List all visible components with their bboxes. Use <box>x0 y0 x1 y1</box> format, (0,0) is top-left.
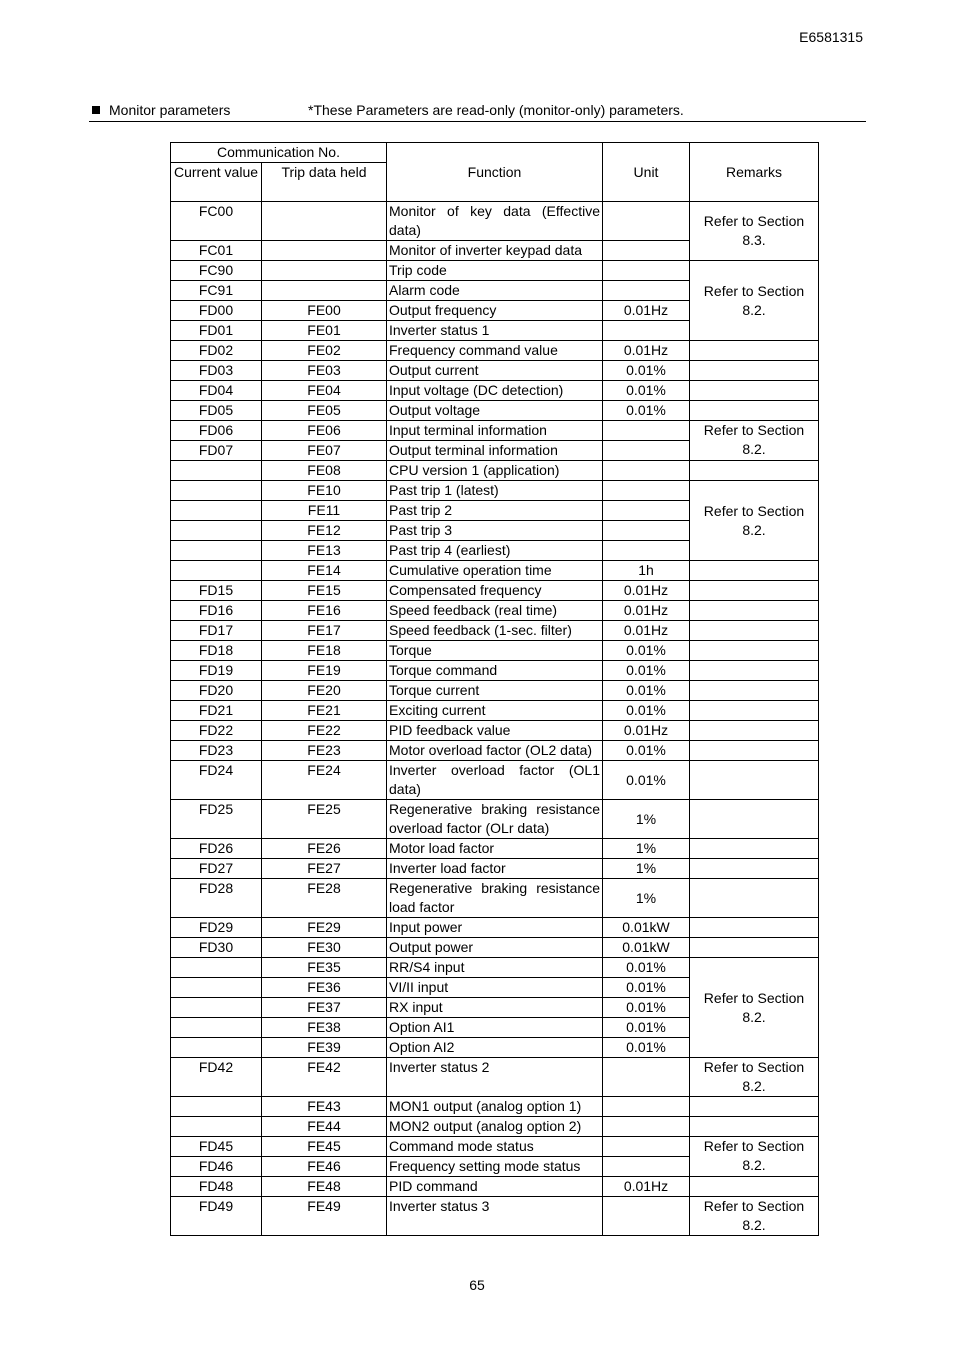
function-cell: RX input <box>387 998 603 1018</box>
function-cell: Past trip 3 <box>387 521 603 541</box>
function-cell: Past trip 1 (latest) <box>387 481 603 501</box>
remarks-cell <box>690 661 819 681</box>
table-row <box>171 701 819 721</box>
function-cell: Speed feedback (1-sec. filter) <box>387 621 603 641</box>
current-value-cell <box>171 481 262 501</box>
table-row <box>171 1117 819 1137</box>
table-row <box>171 918 819 938</box>
trip-data-cell: FE48 <box>262 1177 387 1197</box>
function-cell: Inverter status 1 <box>387 321 603 341</box>
unit-cell: 0.01% <box>603 958 690 978</box>
section-note: *These Parameters are read-only (monitor-only) parameters. <box>308 102 684 118</box>
function-cell: Torque command <box>387 661 603 681</box>
function-cell: Output terminal information <box>387 441 603 461</box>
remarks-cell <box>690 918 819 938</box>
trip-data-cell: FE12 <box>262 521 387 541</box>
trip-data-cell: FE06 <box>262 421 387 441</box>
trip-data-cell: FE28 <box>262 879 387 918</box>
remarks-cell: Refer to Section 8.2. <box>690 481 819 561</box>
trip-data-cell: FE03 <box>262 361 387 381</box>
remarks-cell <box>690 1177 819 1197</box>
section-heading <box>89 101 866 122</box>
unit-cell: 0.01% <box>603 641 690 661</box>
trip-data-cell: FE18 <box>262 641 387 661</box>
unit-cell <box>603 501 690 521</box>
function-cell: Output voltage <box>387 401 603 421</box>
current-value-cell: FD06 <box>171 421 262 441</box>
trip-data-cell: FE29 <box>262 918 387 938</box>
table-row <box>171 261 819 281</box>
current-value-cell <box>171 978 262 998</box>
table-row <box>171 202 819 241</box>
trip-data-cell: FE15 <box>262 581 387 601</box>
function-cell: Input voltage (DC detection) <box>387 381 603 401</box>
unit-cell <box>603 461 690 481</box>
remarks-cell <box>690 581 819 601</box>
table-row <box>171 958 819 978</box>
trip-data-cell <box>262 202 387 241</box>
unit-cell: 0.01Hz <box>603 301 690 321</box>
current-value-cell: FD19 <box>171 661 262 681</box>
table-row <box>171 879 819 918</box>
trip-data-cell: FE13 <box>262 541 387 561</box>
trip-data-cell: FE44 <box>262 1117 387 1137</box>
trip-data-cell: FE23 <box>262 741 387 761</box>
current-value-cell: FD05 <box>171 401 262 421</box>
current-value-cell: FD30 <box>171 938 262 958</box>
current-value-cell: FD45 <box>171 1137 262 1157</box>
document-id: E6581315 <box>799 29 863 45</box>
function-cell: Input terminal information <box>387 421 603 441</box>
function-cell: Exciting current <box>387 701 603 721</box>
current-value-cell: FD15 <box>171 581 262 601</box>
current-value-cell: FD03 <box>171 361 262 381</box>
table-row <box>171 461 819 481</box>
trip-data-cell: FE02 <box>262 341 387 361</box>
table-row <box>171 761 819 800</box>
current-value-cell: FD49 <box>171 1197 262 1236</box>
current-value-cell <box>171 521 262 541</box>
monitor-parameters-table <box>170 142 819 1236</box>
unit-cell <box>603 481 690 501</box>
function-cell: Past trip 2 <box>387 501 603 521</box>
table-row <box>171 721 819 741</box>
function-cell: MON1 output (analog option 1) <box>387 1097 603 1117</box>
table-row <box>171 1197 819 1236</box>
function-cell: Past trip 4 (earliest) <box>387 541 603 561</box>
current-value-cell: FD04 <box>171 381 262 401</box>
header-comm-no: Communication No. <box>171 143 387 163</box>
unit-cell: 0.01Hz <box>603 1177 690 1197</box>
current-value-cell <box>171 541 262 561</box>
trip-data-cell: FE42 <box>262 1058 387 1097</box>
function-cell: Cumulative operation time <box>387 561 603 581</box>
current-value-cell: FC91 <box>171 281 262 301</box>
function-cell: VI/II input <box>387 978 603 998</box>
header-trip-data-held: Trip data held <box>262 163 387 202</box>
function-cell: Frequency setting mode status <box>387 1157 603 1177</box>
function-cell: Option AI2 <box>387 1038 603 1058</box>
current-value-cell: FD27 <box>171 859 262 879</box>
header-current-value: Current value <box>171 163 262 202</box>
trip-data-cell: FE19 <box>262 661 387 681</box>
current-value-cell: FD17 <box>171 621 262 641</box>
trip-data-cell: FE16 <box>262 601 387 621</box>
unit-cell <box>603 441 690 461</box>
unit-cell: 0.01% <box>603 761 690 800</box>
function-cell: CPU version 1 (application) <box>387 461 603 481</box>
trip-data-cell: FE45 <box>262 1137 387 1157</box>
trip-data-cell: FE35 <box>262 958 387 978</box>
current-value-cell: FC90 <box>171 261 262 281</box>
trip-data-cell: FE11 <box>262 501 387 521</box>
table-row <box>171 938 819 958</box>
header-unit: Unit <box>603 143 690 202</box>
remarks-cell <box>690 461 819 481</box>
trip-data-cell: FE46 <box>262 1157 387 1177</box>
current-value-cell: FD02 <box>171 341 262 361</box>
function-cell: Output current <box>387 361 603 381</box>
current-value-cell: FC00 <box>171 202 262 241</box>
trip-data-cell: FE49 <box>262 1197 387 1236</box>
current-value-cell <box>171 561 262 581</box>
remarks-cell <box>690 361 819 381</box>
table-row <box>171 641 819 661</box>
unit-cell <box>603 321 690 341</box>
unit-cell <box>603 202 690 241</box>
trip-data-cell: FE30 <box>262 938 387 958</box>
function-cell: Regenerative braking resistance overload factor (OLr data) <box>387 800 603 839</box>
table-row <box>171 839 819 859</box>
current-value-cell <box>171 1018 262 1038</box>
current-value-cell: FC01 <box>171 241 262 261</box>
unit-cell: 0.01Hz <box>603 581 690 601</box>
header-row <box>171 143 819 163</box>
unit-cell <box>603 281 690 301</box>
trip-data-cell: FE10 <box>262 481 387 501</box>
table-row <box>171 401 819 421</box>
current-value-cell <box>171 1117 262 1137</box>
trip-data-cell: FE36 <box>262 978 387 998</box>
current-value-cell: FD16 <box>171 601 262 621</box>
trip-data-cell: FE04 <box>262 381 387 401</box>
function-cell: Frequency command value <box>387 341 603 361</box>
table-row <box>171 421 819 441</box>
unit-cell <box>603 541 690 561</box>
current-value-cell <box>171 1038 262 1058</box>
table-row <box>171 661 819 681</box>
table-row <box>171 1058 819 1097</box>
function-cell: Trip code <box>387 261 603 281</box>
unit-cell: 1h <box>603 561 690 581</box>
unit-cell <box>603 421 690 441</box>
table-row <box>171 361 819 381</box>
unit-cell: 0.01Hz <box>603 621 690 641</box>
function-cell: PID command <box>387 1177 603 1197</box>
trip-data-cell: FE07 <box>262 441 387 461</box>
remarks-cell <box>690 341 819 361</box>
function-cell: Inverter load factor <box>387 859 603 879</box>
function-cell: Command mode status <box>387 1137 603 1157</box>
function-cell: Alarm code <box>387 281 603 301</box>
trip-data-cell: FE39 <box>262 1038 387 1058</box>
unit-cell: 0.01% <box>603 401 690 421</box>
unit-cell: 0.01% <box>603 1038 690 1058</box>
function-cell: Monitor of key data (Effective data) <box>387 202 603 241</box>
current-value-cell: FD20 <box>171 681 262 701</box>
remarks-cell <box>690 741 819 761</box>
remarks-cell <box>690 561 819 581</box>
remarks-cell: Refer to Section 8.2. <box>690 1197 819 1236</box>
remarks-cell: Refer to Section 8.2. <box>690 1058 819 1097</box>
trip-data-cell: FE21 <box>262 701 387 721</box>
unit-cell: 1% <box>603 859 690 879</box>
square-bullet-icon <box>92 106 100 114</box>
remarks-cell <box>690 1117 819 1137</box>
remarks-cell: Refer to Section 8.2. <box>690 261 819 341</box>
function-cell: Inverter status 2 <box>387 1058 603 1097</box>
current-value-cell: FD21 <box>171 701 262 721</box>
unit-cell: 1% <box>603 800 690 839</box>
table-row <box>171 621 819 641</box>
unit-cell: 0.01% <box>603 998 690 1018</box>
unit-cell <box>603 1137 690 1157</box>
trip-data-cell: FE17 <box>262 621 387 641</box>
remarks-cell <box>690 381 819 401</box>
unit-cell: 0.01kW <box>603 918 690 938</box>
current-value-cell: FD00 <box>171 301 262 321</box>
unit-cell: 0.01Hz <box>603 721 690 741</box>
remarks-cell <box>690 681 819 701</box>
unit-cell <box>603 1117 690 1137</box>
remarks-cell <box>690 701 819 721</box>
function-cell: Motor overload factor (OL2 data) <box>387 741 603 761</box>
function-cell: Option AI1 <box>387 1018 603 1038</box>
function-cell: Output power <box>387 938 603 958</box>
function-cell: Torque current <box>387 681 603 701</box>
current-value-cell: FD22 <box>171 721 262 741</box>
current-value-cell: FD25 <box>171 800 262 839</box>
current-value-cell: FD48 <box>171 1177 262 1197</box>
trip-data-cell: FE43 <box>262 1097 387 1117</box>
remarks-cell <box>690 601 819 621</box>
current-value-cell <box>171 501 262 521</box>
trip-data-cell: FE24 <box>262 761 387 800</box>
trip-data-cell: FE00 <box>262 301 387 321</box>
current-value-cell: FD01 <box>171 321 262 341</box>
header-function: Function <box>387 143 603 202</box>
table-row <box>171 741 819 761</box>
current-value-cell: FD28 <box>171 879 262 918</box>
function-cell: Monitor of inverter keypad data <box>387 241 603 261</box>
unit-cell: 0.01% <box>603 381 690 401</box>
function-cell: Output frequency <box>387 301 603 321</box>
current-value-cell: FD46 <box>171 1157 262 1177</box>
unit-cell: 0.01% <box>603 701 690 721</box>
trip-data-cell: FE22 <box>262 721 387 741</box>
unit-cell <box>603 241 690 261</box>
unit-cell: 1% <box>603 879 690 918</box>
current-value-cell <box>171 1097 262 1117</box>
remarks-cell: Refer to Section 8.2. <box>690 421 819 461</box>
trip-data-cell: FE26 <box>262 839 387 859</box>
function-cell: Input power <box>387 918 603 938</box>
table-row <box>171 1177 819 1197</box>
table-row <box>171 561 819 581</box>
table-row <box>171 601 819 621</box>
current-value-cell: FD42 <box>171 1058 262 1097</box>
current-value-cell: FD26 <box>171 839 262 859</box>
current-value-cell <box>171 461 262 481</box>
current-value-cell: FD18 <box>171 641 262 661</box>
current-value-cell: FD29 <box>171 918 262 938</box>
trip-data-cell: FE01 <box>262 321 387 341</box>
remarks-cell <box>690 621 819 641</box>
trip-data-cell: FE08 <box>262 461 387 481</box>
trip-data-cell <box>262 261 387 281</box>
unit-cell: 0.01% <box>603 741 690 761</box>
function-cell: Inverter status 3 <box>387 1197 603 1236</box>
table-row <box>171 800 819 839</box>
trip-data-cell: FE05 <box>262 401 387 421</box>
unit-cell <box>603 1197 690 1236</box>
trip-data-cell: FE20 <box>262 681 387 701</box>
table-row <box>171 381 819 401</box>
function-cell: MON2 output (analog option 2) <box>387 1117 603 1137</box>
remarks-cell <box>690 839 819 859</box>
remarks-cell <box>690 859 819 879</box>
trip-data-cell <box>262 281 387 301</box>
unit-cell: 0.01% <box>603 661 690 681</box>
trip-data-cell: FE27 <box>262 859 387 879</box>
unit-cell: 0.01% <box>603 361 690 381</box>
header-remarks: Remarks <box>690 143 819 202</box>
unit-cell <box>603 1058 690 1097</box>
remarks-cell <box>690 938 819 958</box>
remarks-cell <box>690 721 819 741</box>
remarks-cell: Refer to Section 8.3. <box>690 202 819 261</box>
function-cell: Compensated frequency <box>387 581 603 601</box>
section-title: Monitor parameters <box>109 102 231 118</box>
current-value-cell <box>171 998 262 1018</box>
table-row <box>171 1097 819 1117</box>
trip-data-cell: FE37 <box>262 998 387 1018</box>
trip-data-cell: FE14 <box>262 561 387 581</box>
function-cell: Speed feedback (real time) <box>387 601 603 621</box>
unit-cell: 0.01Hz <box>603 341 690 361</box>
remarks-cell <box>690 641 819 661</box>
current-value-cell: FD23 <box>171 741 262 761</box>
remarks-cell <box>690 761 819 800</box>
unit-cell: 1% <box>603 839 690 859</box>
function-cell: Inverter overload factor (OL1 data) <box>387 761 603 800</box>
trip-data-cell <box>262 241 387 261</box>
table-row <box>171 681 819 701</box>
remarks-cell <box>690 879 819 918</box>
remarks-cell <box>690 800 819 839</box>
table-row <box>171 1137 819 1157</box>
unit-cell <box>603 521 690 541</box>
remarks-cell: Refer to Section 8.2. <box>690 1137 819 1177</box>
unit-cell: 0.01% <box>603 1018 690 1038</box>
current-value-cell: FD07 <box>171 441 262 461</box>
trip-data-cell: FE38 <box>262 1018 387 1038</box>
unit-cell: 0.01kW <box>603 938 690 958</box>
function-cell: Regenerative braking resistance load factor <box>387 879 603 918</box>
remarks-cell <box>690 1097 819 1117</box>
function-cell: RR/S4 input <box>387 958 603 978</box>
function-cell: PID feedback value <box>387 721 603 741</box>
current-value-cell <box>171 958 262 978</box>
table-row <box>171 859 819 879</box>
unit-cell: 0.01% <box>603 978 690 998</box>
unit-cell: 0.01% <box>603 681 690 701</box>
table-row <box>171 481 819 501</box>
function-cell: Motor load factor <box>387 839 603 859</box>
unit-cell: 0.01Hz <box>603 601 690 621</box>
page-number: 65 <box>469 1277 485 1293</box>
trip-data-cell: FE25 <box>262 800 387 839</box>
table-row <box>171 581 819 601</box>
unit-cell <box>603 1157 690 1177</box>
function-cell: Torque <box>387 641 603 661</box>
remarks-cell <box>690 401 819 421</box>
table-row <box>171 341 819 361</box>
unit-cell <box>603 261 690 281</box>
unit-cell <box>603 1097 690 1117</box>
remarks-cell: Refer to Section 8.2. <box>690 958 819 1058</box>
current-value-cell: FD24 <box>171 761 262 800</box>
